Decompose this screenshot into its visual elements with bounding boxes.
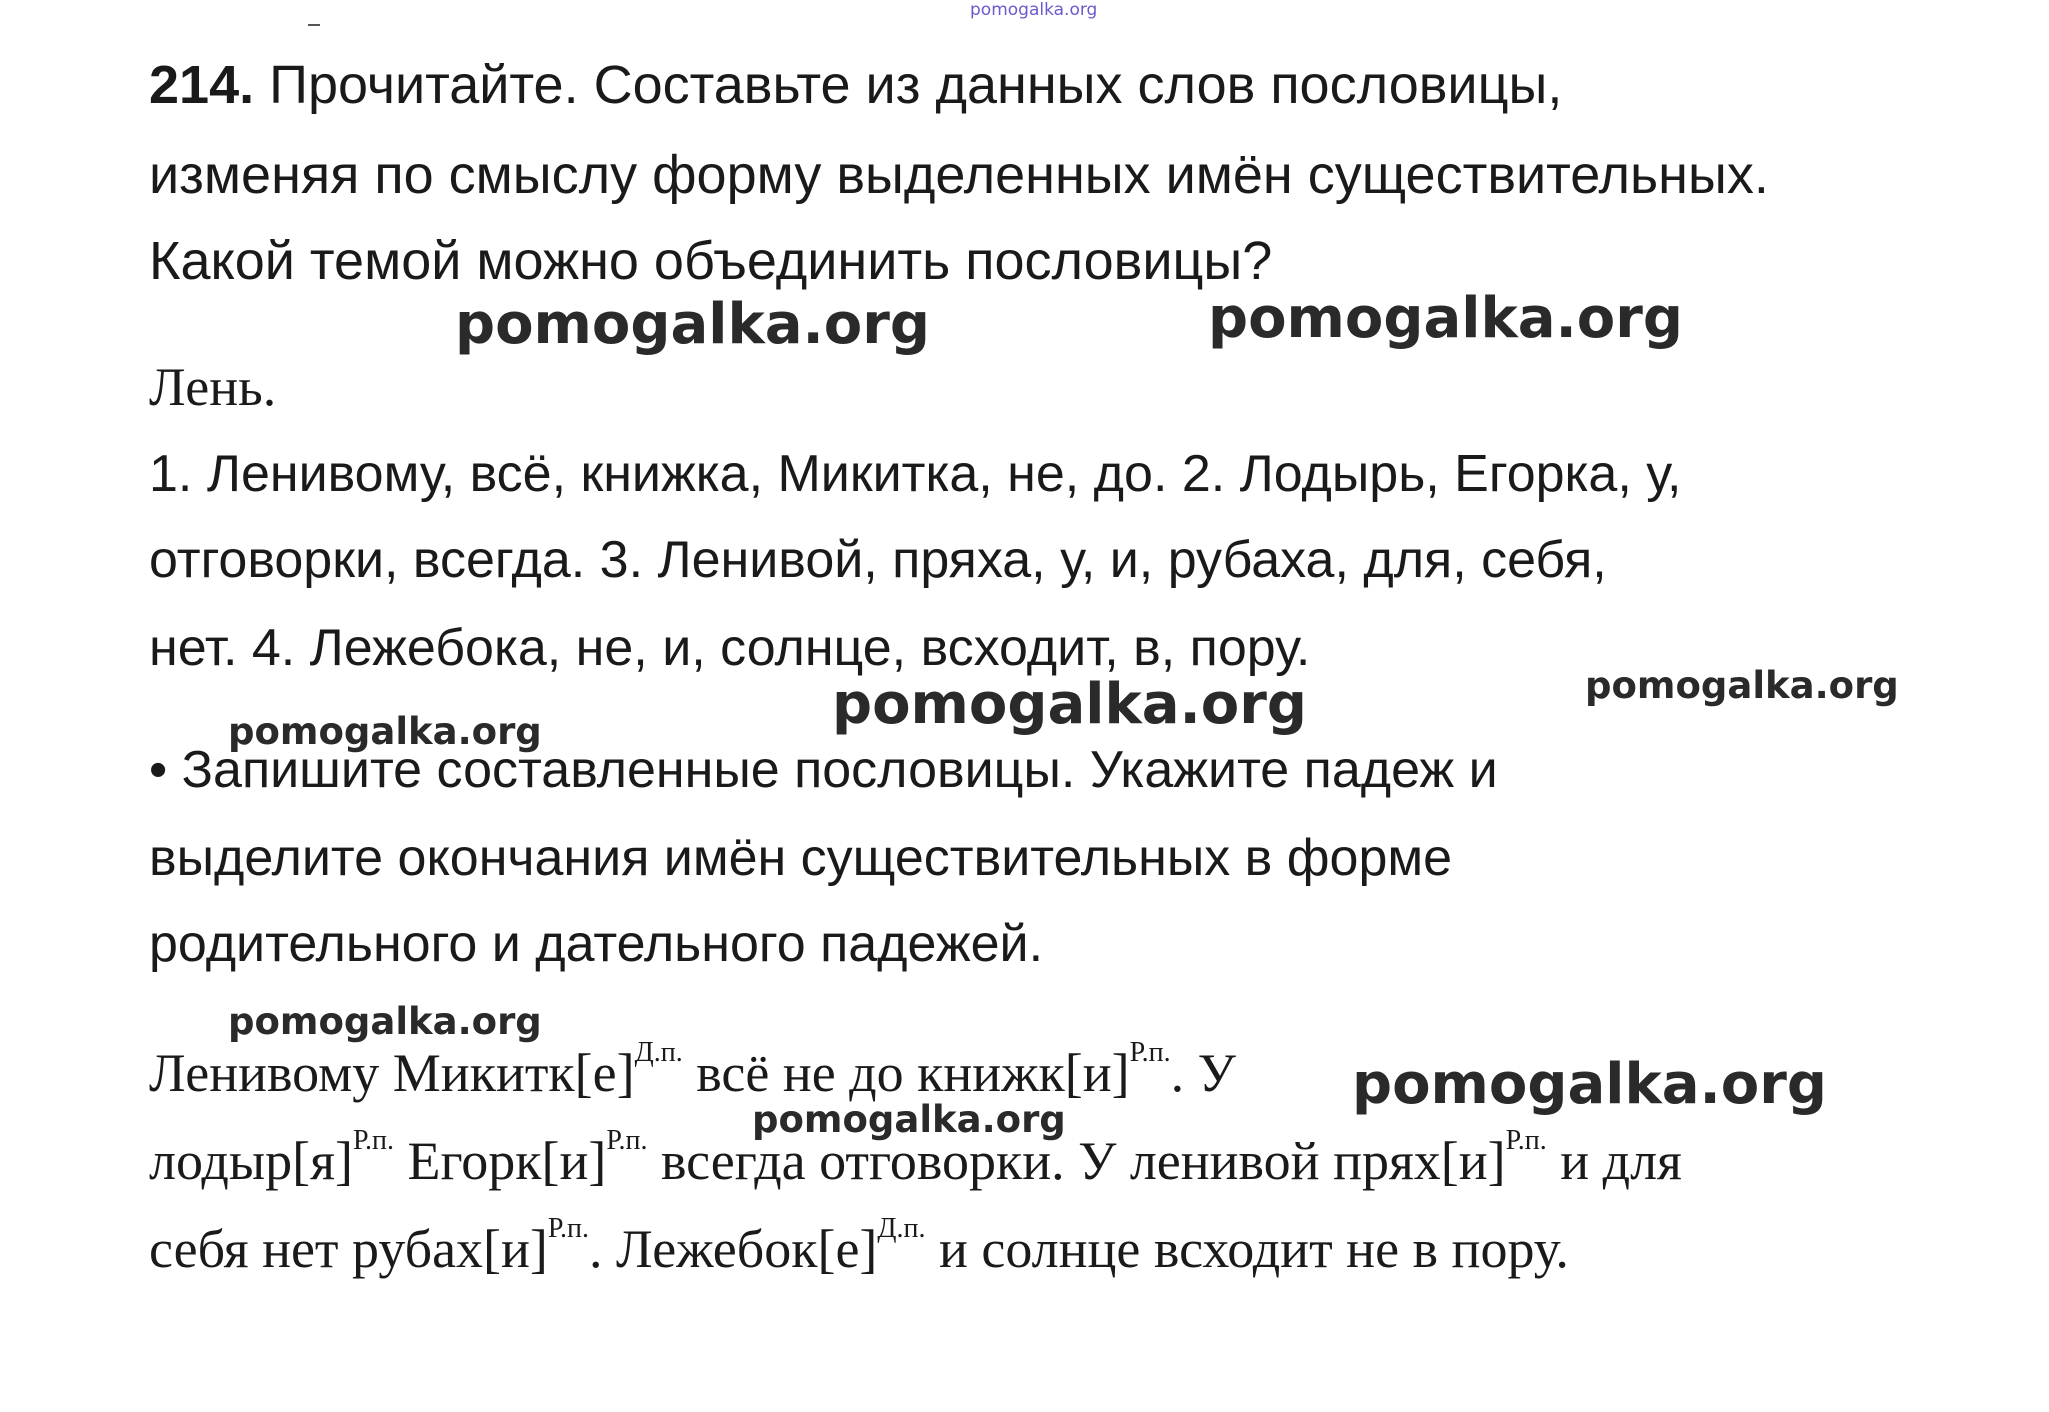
words-line-3: нет. 4. Лежебока, не, и, солнце, всходит, в, пору.: [149, 619, 1311, 677]
watermark: pomogalka.org: [228, 1000, 542, 1043]
words-line-1: 1. Ленивому, всё, книжка, Микитка, не, до. 2. Лодырь, Егорка, у,: [149, 445, 1682, 503]
case-label: Р.п.: [352, 1125, 395, 1156]
case-label: Д.п.: [634, 1037, 683, 1068]
watermark: pomogalka.org: [1352, 1052, 1827, 1117]
answer-line-1: Ленивому $Микитк[е]^{Д.п.}$ всё не до $книжк[и]^{Р.п.}$. У: [149, 1037, 1236, 1103]
watermark: pomogalka.org: [1585, 664, 1899, 707]
case-label: Р.п.: [606, 1125, 648, 1156]
watermark-top: pomogalka.org: [970, 0, 1098, 20]
watermark: pomogalka.org: [752, 1098, 1066, 1141]
case-label: Р.п.: [1129, 1037, 1171, 1068]
words-line-2: отговорки, всегда. 3. Ленивой, пряха, у, и, рубаха, для, себя,: [149, 531, 1607, 589]
case-label: Р.п.: [1505, 1125, 1547, 1156]
watermark: pomogalka.org: [1208, 286, 1683, 351]
task-text-1: Прочитайте. Составьте из данных слов пословицы,: [269, 55, 1563, 115]
watermark: pomogalka.org: [832, 672, 1307, 737]
task-number: 214.: [149, 55, 255, 115]
instruction-line-2: выделите окончания имён существительных в форме: [149, 829, 1453, 887]
task-line-1: [149, 55, 1563, 115]
task-line-2: изменяя по смыслу форму выделенных имён существительных.: [149, 145, 1769, 205]
answer-line-3: себя нет $рубах[и]^{Р.п.}$. $Лежебок[е]^{Д.п.}$ и солнце всходит не в пору.: [149, 1213, 1569, 1279]
top-dash-mark: [308, 24, 320, 26]
instruction-line-1: • Запишите составленные пословицы. Укажите падеж и: [149, 741, 1498, 799]
watermark: pomogalka.org: [228, 710, 542, 753]
answer-topic: Лень.: [149, 357, 277, 417]
instruction-line-3: родительного и дательного падежей.: [149, 915, 1044, 973]
case-label: Р.п.: [547, 1213, 589, 1244]
answer-line-2: $лодыр[я]^{Р.п.}$ $Егорк[и]^{Р.п.}$ всегда отговорки. У ленивой $прях[и]^{Р.п.}$ и для: [149, 1125, 1682, 1191]
case-label: Д.п.: [877, 1213, 926, 1244]
watermark: pomogalka.org: [455, 292, 930, 357]
task-line-3: Какой темой можно объединить пословицы?: [149, 231, 1273, 291]
